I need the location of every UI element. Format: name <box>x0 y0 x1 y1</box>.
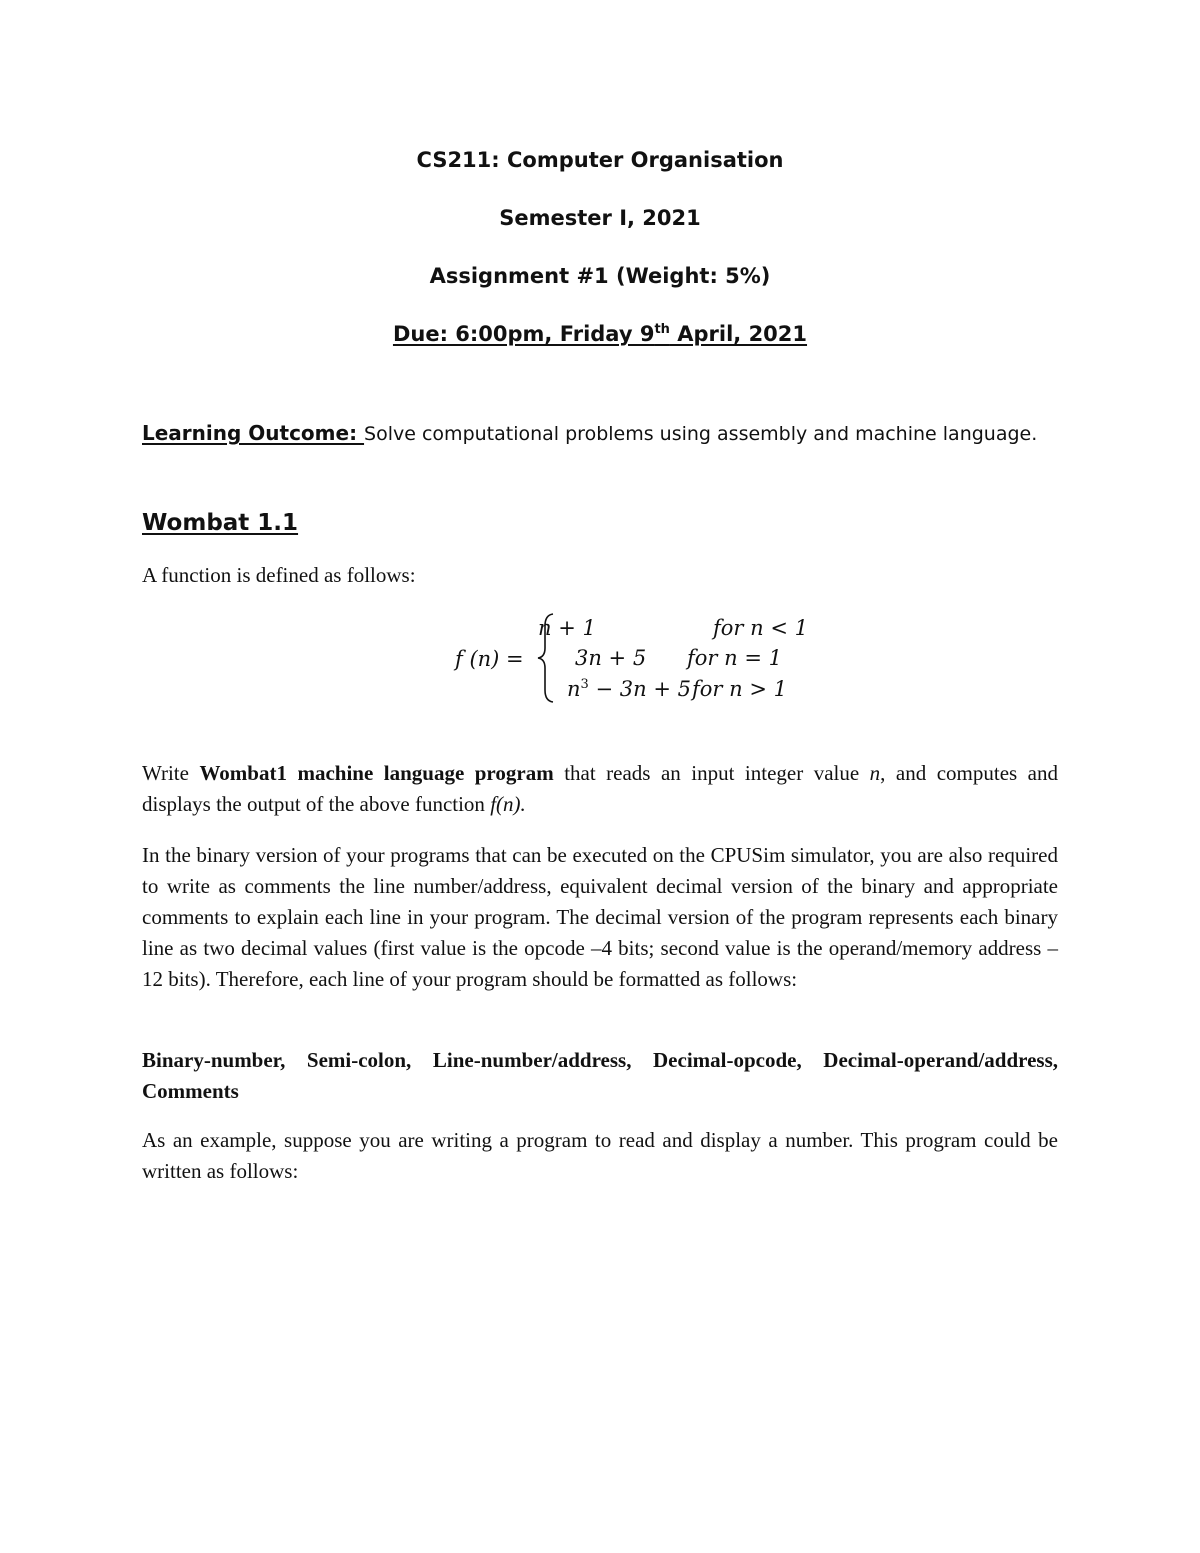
example-paragraph: As an example, suppose you are writing a program to read and display a number. This program could be written as follows: <box>142 1128 1058 1183</box>
formula-case-2-cond: for n = 1 <box>687 646 782 670</box>
formula-case-3-expr <box>567 677 691 701</box>
due-date-suffix: April, 2021 <box>669 322 808 346</box>
learning-outcome-text: Solve computational problems using assembly and machine language. <box>364 423 1038 445</box>
course-title: CS211: Computer Organisation <box>416 148 784 172</box>
learning-outcome-label: Learning Outcome: <box>142 421 365 445</box>
due-date-line <box>0 319 1200 349</box>
formula-case-3-exponent: 3 <box>580 677 589 692</box>
task-variable-n: n <box>869 761 881 785</box>
task-function-name: f(n). <box>490 792 526 816</box>
due-date-prefix: Due: 6:00pm, Friday 9 <box>392 322 655 346</box>
function-intro: A function is defined as follows: <box>142 563 416 587</box>
task-paragraph <box>142 758 1058 820</box>
format-line: Binary-number, Semi-colon, Line-number/address, Decimal-opcode, Decimal-operand/address, Comments <box>142 1048 1058 1103</box>
due-date-ordinal: th <box>654 322 670 337</box>
assignment-line: Assignment #1 (Weight: 5%) <box>429 264 771 288</box>
formula-lhs: f (n) = <box>455 647 524 671</box>
formula-case-3-base: n <box>567 677 581 701</box>
formula-case-1-cond: for n < 1 <box>713 616 808 640</box>
piecewise-formula <box>455 612 855 712</box>
binary-instructions-paragraph: In the binary version of your programs that can be executed on the CPUSim simulator, you are also required to write as comments the line number/address, equivalent decimal version of the binary and appropriate comments to explain each line in your program. The decimal version of the program represents each binary line as two decimal values (first value is the opcode –4 bits; second value is the operand/memory address – 12 bits). Therefore, each line of your program should be formatted as follows: <box>142 843 1058 991</box>
formula-case-3-cond: for n > 1 <box>692 677 787 701</box>
formula-case-2-expr: 3n + 5 <box>575 646 647 670</box>
formula-case-1-expr: n + 1 <box>538 616 596 640</box>
task-program-type: Wombat1 machine language program <box>199 761 554 785</box>
task-text-3: , and computes and displays the output of the above function <box>142 761 1058 816</box>
section-title: Wombat 1.1 <box>142 510 299 536</box>
formula-case-3-rest: − 3n + 5 <box>588 677 691 701</box>
learning-outcome <box>142 418 1102 449</box>
task-text-1: Write <box>142 761 200 785</box>
semester-line: Semester I, 2021 <box>499 206 701 230</box>
task-text-2: that reads an input integer value <box>553 761 870 785</box>
due-date <box>393 322 807 346</box>
